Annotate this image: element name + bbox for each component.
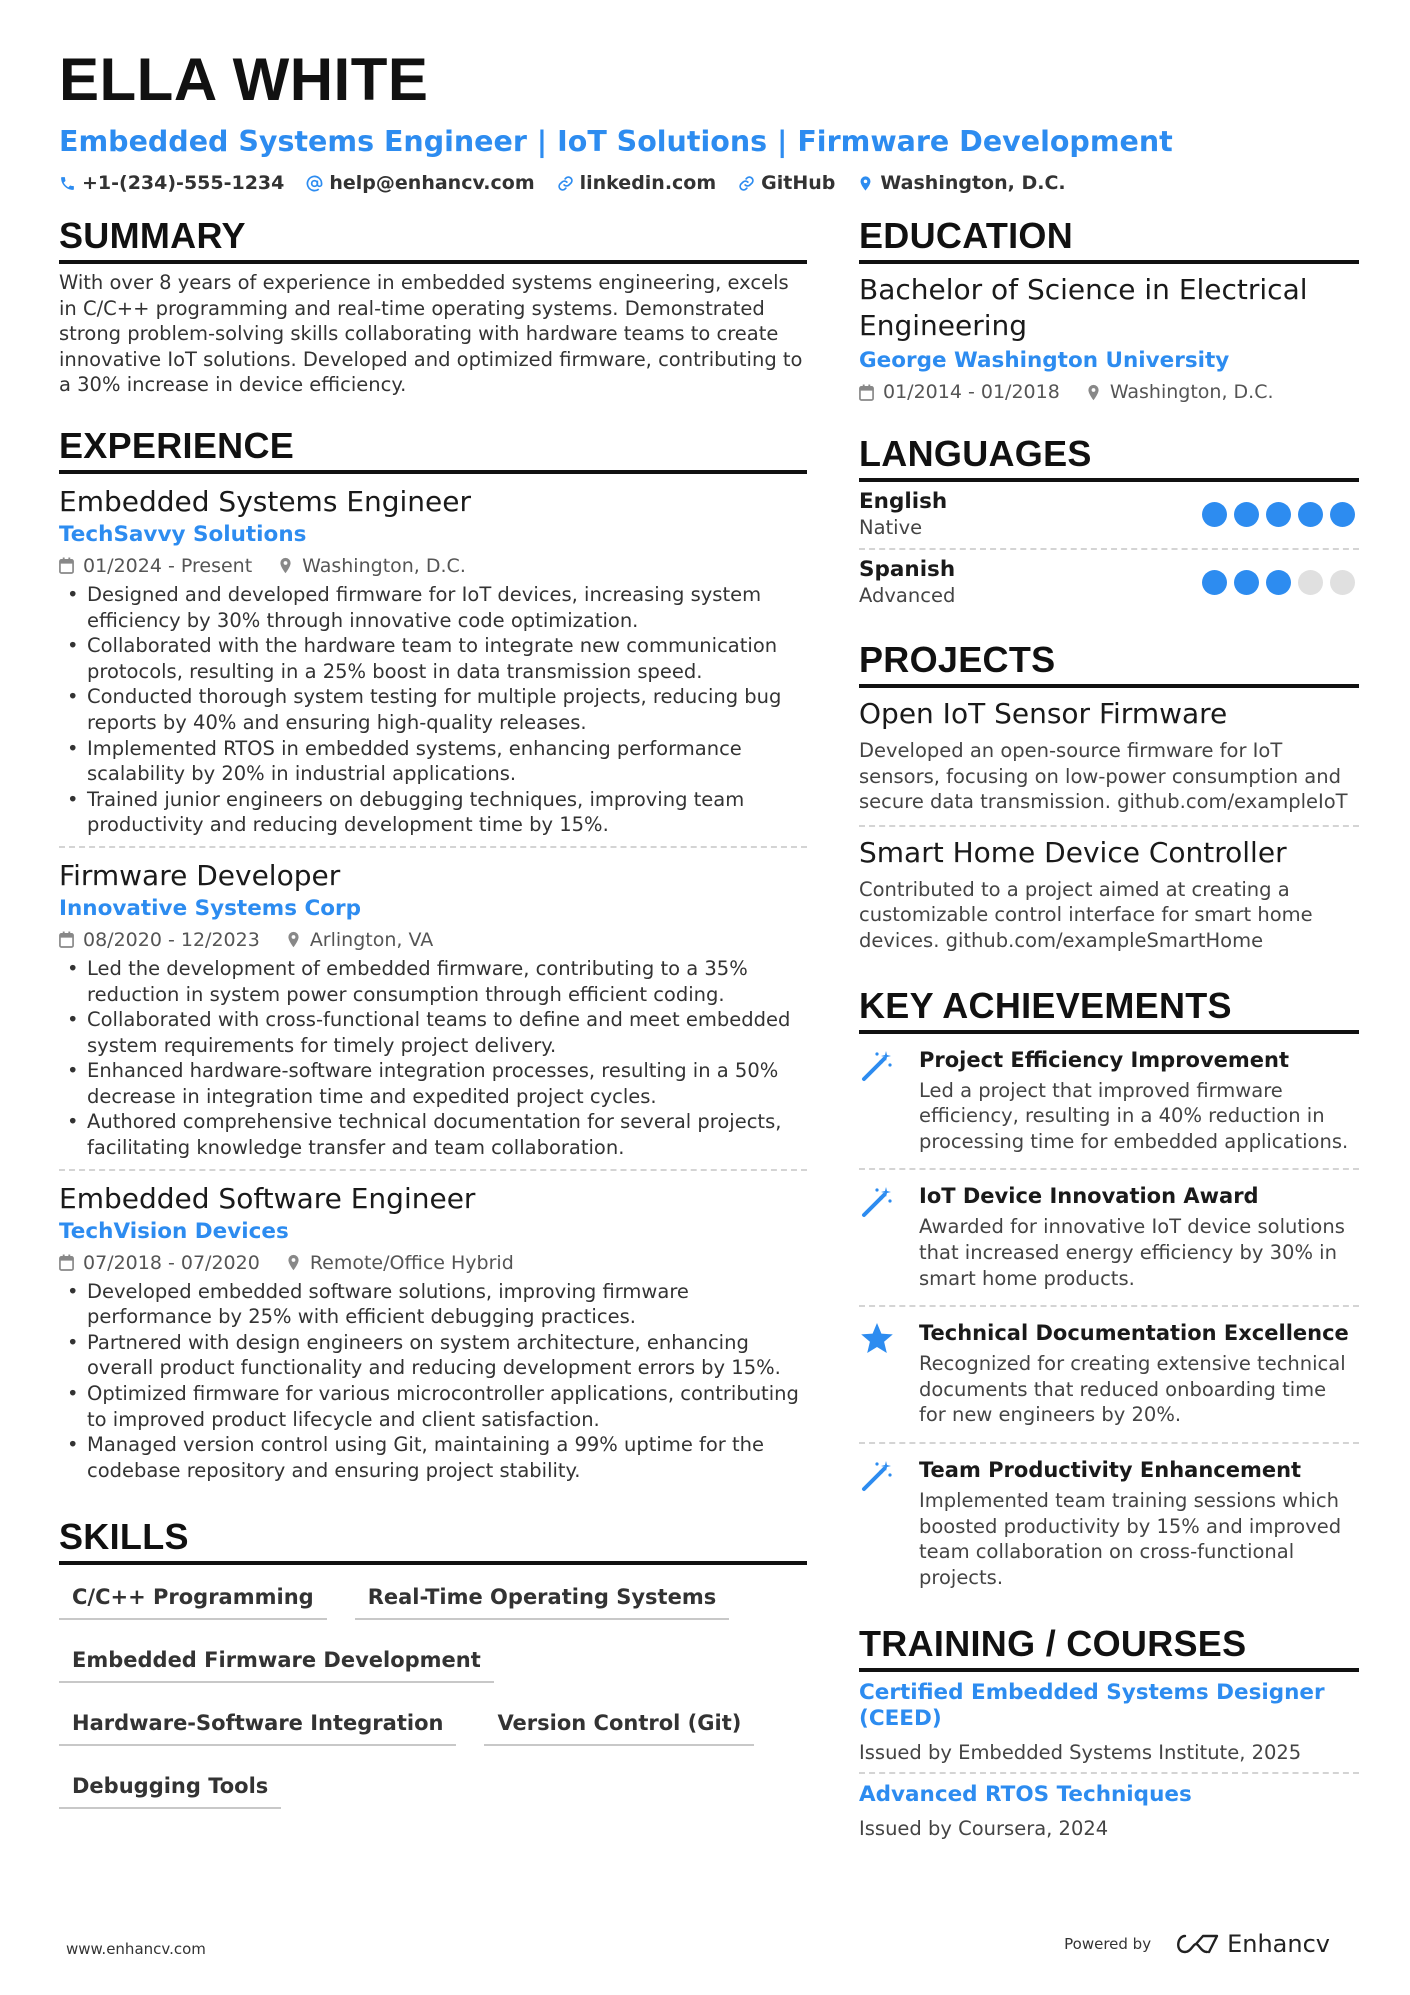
achievement-title: Team Productivity Enhancement	[919, 1457, 1302, 1482]
projects-section	[859, 638, 1359, 964]
language-name: English	[859, 489, 948, 514]
edu-meta	[859, 378, 1359, 406]
enhancv-logo[interactable]	[1173, 1930, 1330, 1958]
job-bullet: • Developed embedded software solutions, improving firmware performance by 25% with efficient debugging practices.	[59, 1279, 807, 1330]
achievement-icon-wrap	[859, 1319, 905, 1428]
skills-section	[59, 1515, 807, 1809]
achievement-icon-wrap	[859, 1046, 905, 1155]
skills-list	[59, 1577, 807, 1809]
language-rating	[1202, 502, 1355, 527]
linkedin-text: linkedin.com	[579, 172, 717, 194]
rating-dot-empty	[1298, 570, 1323, 595]
resume-header	[59, 44, 1359, 194]
job-company: TechSavvy Solutions	[59, 521, 307, 547]
achievement-description: Implemented team training sessions which boosted productivity by 15% and improved team collaboration on cross-functional projects.	[919, 1488, 1342, 1589]
location-text: Washington, D.C.	[880, 172, 1066, 194]
job-location-text: Arlington, VA	[309, 928, 434, 951]
github-text: GitHub	[761, 172, 836, 194]
summary-text: With over 8 years of experience in embedded systems engineering, excels in C/C++ programming and real-time operating systems. Demonstrated strong problem-solving skills collaborating with hardware teams to create innovative IoT solutions. Developed and optimized firmware, contributing to a 30% increase in device efficiency.	[59, 271, 803, 397]
rating-dot-empty	[1330, 570, 1355, 595]
experience-heading: EXPERIENCE	[59, 424, 807, 474]
achievement-entry	[859, 1034, 1359, 1171]
project-title: Open IoT Sensor Firmware	[859, 697, 1228, 730]
contact-github[interactable]	[738, 172, 835, 194]
job-bullet: • Trained junior engineers on debugging techniques, improving team productivity and reducing development time by 15%.	[59, 787, 807, 838]
job-bullet: • Designed and developed firmware for IoT devices, increasing system efficiency by 30% through innovative code optimization.	[59, 582, 807, 633]
star-icon	[859, 1321, 895, 1357]
job-bullet: • Enhanced hardware-software integration processes, resulting in a 50% decrease in integration time and expedited project cycles.	[59, 1058, 807, 1109]
achievement-entry	[859, 1307, 1359, 1444]
job-dates-text: 07/2018 - 07/2020	[83, 1251, 260, 1274]
map-pin-icon	[1086, 384, 1101, 401]
job-meta	[59, 926, 807, 954]
achievement-title: Project Efficiency Improvement	[919, 1047, 1290, 1072]
job-bullet: • Managed version control using Git, maintaining a 99% uptime for the codebase repository and ensuring project stability.	[59, 1432, 807, 1483]
skill-tag: Debugging Tools	[59, 1766, 281, 1809]
map-pin-icon	[278, 557, 293, 574]
rating-dot-filled	[1234, 570, 1259, 595]
achievement-icon-wrap	[859, 1456, 905, 1590]
edu-location	[1086, 378, 1274, 406]
at-sign-icon	[306, 175, 323, 192]
course-issuer: Issued by Embedded Systems Institute, 2025	[859, 1741, 1302, 1765]
project-description: Developed an open-source firmware for IoT sensors, focusing on low-power consumption and secure data transmission. github.com/exampleIoT	[859, 739, 1348, 814]
rating-dot-filled	[1202, 502, 1227, 527]
summary-heading: SUMMARY	[59, 214, 807, 264]
skill-tag: Version Control (Git)	[484, 1703, 754, 1746]
map-pin-icon	[857, 175, 874, 192]
calendar-icon	[59, 931, 74, 948]
summary-section	[59, 214, 807, 398]
job-meta	[59, 1249, 807, 1277]
headline: Embedded Systems Engineer | IoT Solutions | Firmware Development	[59, 125, 1173, 158]
projects-heading: PROJECTS	[859, 638, 1359, 688]
job-entry	[59, 848, 807, 1171]
calendar-icon	[59, 1254, 74, 1271]
rating-dot-filled	[1298, 502, 1323, 527]
job-bullet: • Optimized firmware for various microcontroller applications, contributing to improved product lifecycle and client satisfaction.	[59, 1381, 807, 1432]
job-location	[278, 552, 466, 580]
contact-linkedin[interactable]	[557, 172, 717, 194]
magic-wand-icon	[859, 1184, 895, 1220]
achievements-heading: KEY ACHIEVEMENTS	[859, 984, 1359, 1034]
language-row	[859, 550, 1359, 616]
link-icon	[557, 175, 574, 192]
achievement-title: Technical Documentation Excellence	[919, 1321, 1349, 1346]
skill-tag: Real-Time Operating Systems	[355, 1577, 730, 1620]
edu-dates-text: 01/2014 - 01/2018	[883, 381, 1060, 403]
edu-degree: Bachelor of Science in Electrical Engineering	[859, 273, 1308, 342]
language-row	[859, 482, 1359, 550]
project-entry	[859, 688, 1359, 827]
achievement-description: Awarded for innovative IoT device solutions that increased energy efficiency by 30% in smart home products.	[919, 1215, 1345, 1290]
course-title: Advanced RTOS Techniques	[859, 1782, 1192, 1808]
job-entry	[59, 1171, 807, 1492]
project-description: Contributed to a project aimed at creating a customizable control interface for smart home devices. github.com/exampleSmartHome	[859, 877, 1313, 952]
job-location	[286, 926, 433, 954]
job-entry	[59, 474, 807, 848]
contact-email[interactable]	[306, 172, 534, 194]
job-bullet: • Collaborated with cross-functional teams to define and meet embedded system requirements for timely project delivery.	[59, 1007, 807, 1058]
rating-dot-filled	[1266, 570, 1291, 595]
enhancv-logo-icon	[1173, 1932, 1219, 1956]
language-name: Spanish	[859, 557, 956, 582]
achievement-icon-wrap	[859, 1182, 905, 1291]
training-section	[859, 1622, 1359, 1848]
achievement-description: Led a project that improved firmware efficiency, resulting in a 40% reduction in processing time for embedded applications.	[919, 1078, 1349, 1153]
job-dates	[59, 926, 260, 954]
map-pin-icon	[286, 1254, 301, 1271]
achievement-entry	[859, 1444, 1359, 1604]
job-bullets	[59, 582, 807, 838]
calendar-icon	[59, 557, 74, 574]
job-dates	[59, 1249, 260, 1277]
calendar-icon	[859, 384, 874, 401]
languages-section	[859, 432, 1359, 616]
left-column	[59, 214, 807, 1835]
language-rating	[1202, 570, 1355, 595]
job-bullet: • Collaborated with the hardware team to integrate new communication protocols, resulting in a 25% boost in data transmission speed.	[59, 633, 807, 684]
job-bullets	[59, 1279, 807, 1484]
job-company: Innovative Systems Corp	[59, 895, 362, 921]
language-level: Advanced	[859, 584, 956, 607]
skills-heading: SKILLS	[59, 1515, 807, 1565]
footer-branding	[1064, 1930, 1330, 1958]
course-entry	[859, 1774, 1359, 1848]
course-title: Certified Embedded Systems Designer (CEED)	[859, 1680, 1325, 1732]
job-location-text: Remote/Office Hybrid	[309, 1251, 514, 1274]
job-bullet: • Partnered with design engineers on system architecture, enhancing overall product functionality and reducing development errors by 15%.	[59, 1330, 807, 1381]
job-title: Embedded Systems Engineer	[59, 484, 472, 518]
rating-dot-filled	[1266, 502, 1291, 527]
magic-wand-icon	[859, 1048, 895, 1084]
contact-phone[interactable]	[59, 172, 284, 194]
job-meta	[59, 552, 807, 580]
course-entry	[859, 1672, 1359, 1774]
training-heading: TRAINING / COURSES	[859, 1622, 1359, 1672]
skill-tag: Embedded Firmware Development	[59, 1640, 494, 1683]
languages-heading: LANGUAGES	[859, 432, 1359, 482]
rating-dot-filled	[1234, 502, 1259, 527]
link-icon	[738, 175, 755, 192]
contact-bar	[59, 172, 1359, 194]
rating-dot-filled	[1330, 502, 1355, 527]
edu-dates	[859, 378, 1060, 406]
achievements-section	[859, 984, 1359, 1605]
course-issuer: Issued by Coursera, 2024	[859, 1817, 1109, 1841]
email-text: help@enhancv.com	[329, 172, 535, 194]
phone-text: +1-(234)-555-1234	[82, 172, 285, 194]
education-heading: EDUCATION	[859, 214, 1359, 264]
job-location	[286, 1249, 514, 1277]
job-bullet: • Authored comprehensive technical documentation for several projects, facilitating knowledge transfer and team collaboration.	[59, 1109, 807, 1160]
magic-wand-icon	[859, 1458, 895, 1494]
job-bullet: • Implemented RTOS in embedded systems, enhancing performance scalability by 20% in industrial applications.	[59, 736, 807, 787]
project-title: Smart Home Device Controller	[859, 835, 1287, 869]
job-title: Firmware Developer	[59, 858, 341, 892]
edu-location-text: Washington, D.C.	[1109, 381, 1274, 403]
phone-icon	[59, 175, 76, 192]
skill-tag: C/C++ Programming	[59, 1577, 327, 1620]
education-section	[859, 214, 1359, 406]
candidate-name: ELLA WHITE	[59, 46, 429, 113]
footer-website[interactable]: www.enhancv.com	[66, 1940, 206, 1958]
right-column	[859, 214, 1359, 1874]
job-location-text: Washington, D.C.	[302, 554, 466, 577]
job-bullets	[59, 956, 807, 1161]
language-level: Native	[859, 516, 923, 539]
job-title: Embedded Software Engineer	[59, 1181, 476, 1215]
project-entry	[859, 827, 1359, 964]
experience-section	[59, 424, 807, 1491]
achievement-title: IoT Device Innovation Award	[919, 1184, 1259, 1209]
powered-by-text: Powered by	[1064, 1935, 1152, 1953]
enhancv-wordmark: Enhancv	[1227, 1930, 1330, 1958]
job-bullet: • Conducted thorough system testing for multiple projects, reducing bug reports by 40% and ensuring high-quality releases.	[59, 684, 807, 735]
rating-dot-filled	[1202, 570, 1227, 595]
job-dates	[59, 552, 252, 580]
achievement-entry	[859, 1170, 1359, 1307]
job-dates-text: 01/2024 - Present	[83, 554, 253, 577]
achievement-description: Recognized for creating extensive technical documents that reduced onboarding time for new engineers by 20%.	[919, 1352, 1346, 1427]
map-pin-icon	[286, 931, 301, 948]
job-dates-text: 08/2020 - 12/2023	[83, 928, 260, 951]
contact-location	[857, 172, 1065, 194]
skill-tag: Hardware-Software Integration	[59, 1703, 456, 1746]
job-company: TechVision Devices	[59, 1218, 289, 1244]
job-bullet: • Led the development of embedded firmware, contributing to a 35% reduction in system power consumption through efficient coding.	[59, 956, 807, 1007]
edu-school: George Washington University	[859, 348, 1230, 373]
